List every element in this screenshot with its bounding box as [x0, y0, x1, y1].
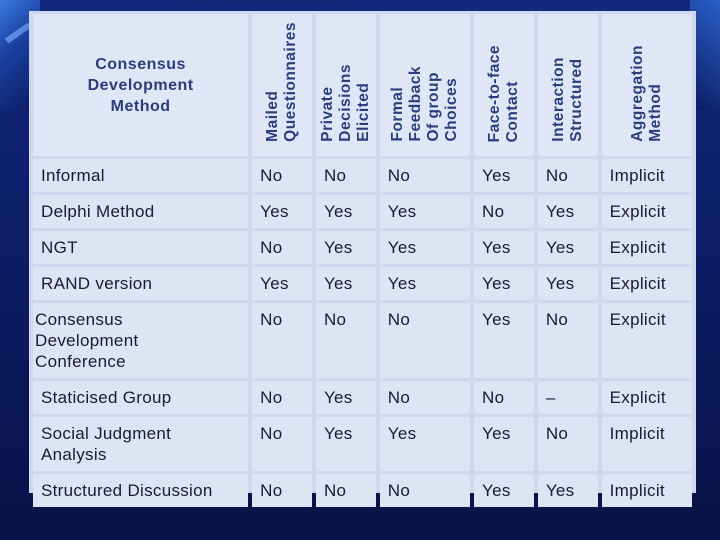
value-cell: No [538, 159, 598, 192]
column-header-formal-feedback: Formal Feedback Of group Choices [380, 14, 470, 156]
method-name-cell: Consensus Development Conference [33, 303, 248, 378]
value-cell: No [538, 303, 598, 378]
value-cell: Yes [316, 195, 376, 228]
value-cell: Yes [538, 267, 598, 300]
value-cell: – [538, 381, 598, 414]
value-cell: No [252, 417, 312, 471]
value-cell: Implicit [602, 159, 692, 192]
value-cell: Yes [474, 303, 534, 378]
value-cell: No [252, 474, 312, 507]
method-name-cell: NGT [33, 231, 248, 264]
column-header-aggregation-method: Aggregation Method [602, 14, 692, 156]
table-row [33, 303, 692, 378]
value-cell: Explicit [602, 195, 692, 228]
comparison-table-container [29, 11, 696, 500]
value-cell: Yes [474, 267, 534, 300]
value-cell: Yes [380, 195, 470, 228]
value-cell: Yes [316, 267, 376, 300]
table-row [33, 267, 692, 300]
value-cell: Yes [474, 474, 534, 507]
value-cell: No [316, 159, 376, 192]
value-cell: Yes [474, 417, 534, 471]
value-cell: Implicit [602, 417, 692, 471]
value-cell: Yes [316, 417, 376, 471]
value-cell: Yes [474, 159, 534, 192]
value-cell: No [252, 231, 312, 264]
value-cell: No [474, 195, 534, 228]
header-row [33, 14, 692, 156]
value-cell: Explicit [602, 303, 692, 378]
value-cell: Yes [538, 195, 598, 228]
method-column-header: Consensus Development Method [33, 14, 248, 156]
column-header-face-to-face: Face-to-face Contact [474, 14, 534, 156]
value-cell: Implicit [602, 474, 692, 507]
value-cell: Yes [252, 195, 312, 228]
value-cell: Yes [538, 474, 598, 507]
value-cell: No [252, 159, 312, 192]
table-row [33, 381, 692, 414]
value-cell: Yes [252, 267, 312, 300]
table-row [33, 195, 692, 228]
value-cell: No [380, 159, 470, 192]
value-cell: No [538, 417, 598, 471]
value-cell: No [380, 474, 470, 507]
value-cell: No [380, 303, 470, 378]
value-cell: Explicit [602, 231, 692, 264]
method-name-cell: Informal [33, 159, 248, 192]
table-row [33, 417, 692, 471]
method-name-cell: Social Judgment Analysis [33, 417, 248, 471]
value-cell: No [252, 303, 312, 378]
value-cell: No [380, 381, 470, 414]
column-header-mailed-questionnaires: Mailed Questionnaires [252, 14, 312, 156]
method-name-cell: Delphi Method [33, 195, 248, 228]
value-cell: Explicit [602, 381, 692, 414]
method-name-cell: RAND version [33, 267, 248, 300]
table-row [33, 159, 692, 192]
value-cell: No [316, 303, 376, 378]
value-cell: No [252, 381, 312, 414]
value-cell: Yes [316, 381, 376, 414]
value-cell: Yes [538, 231, 598, 264]
table-row [33, 231, 692, 264]
method-name-cell: Staticised Group [33, 381, 248, 414]
value-cell: No [316, 474, 376, 507]
value-cell: Yes [380, 267, 470, 300]
column-header-private-decisions: Private Decisions Elicited [316, 14, 376, 156]
table-row [33, 474, 692, 507]
value-cell: Explicit [602, 267, 692, 300]
value-cell: Yes [380, 231, 470, 264]
value-cell: No [474, 381, 534, 414]
comparison-table [29, 11, 696, 510]
value-cell: Yes [316, 231, 376, 264]
method-name-cell: Structured Discussion [33, 474, 248, 507]
value-cell: Yes [474, 231, 534, 264]
slide-caption: Comparing Consensus Development Methods [180, 0, 344, 6]
column-header-interaction-structured: Interaction Structured [538, 14, 598, 156]
value-cell: Yes [380, 417, 470, 471]
